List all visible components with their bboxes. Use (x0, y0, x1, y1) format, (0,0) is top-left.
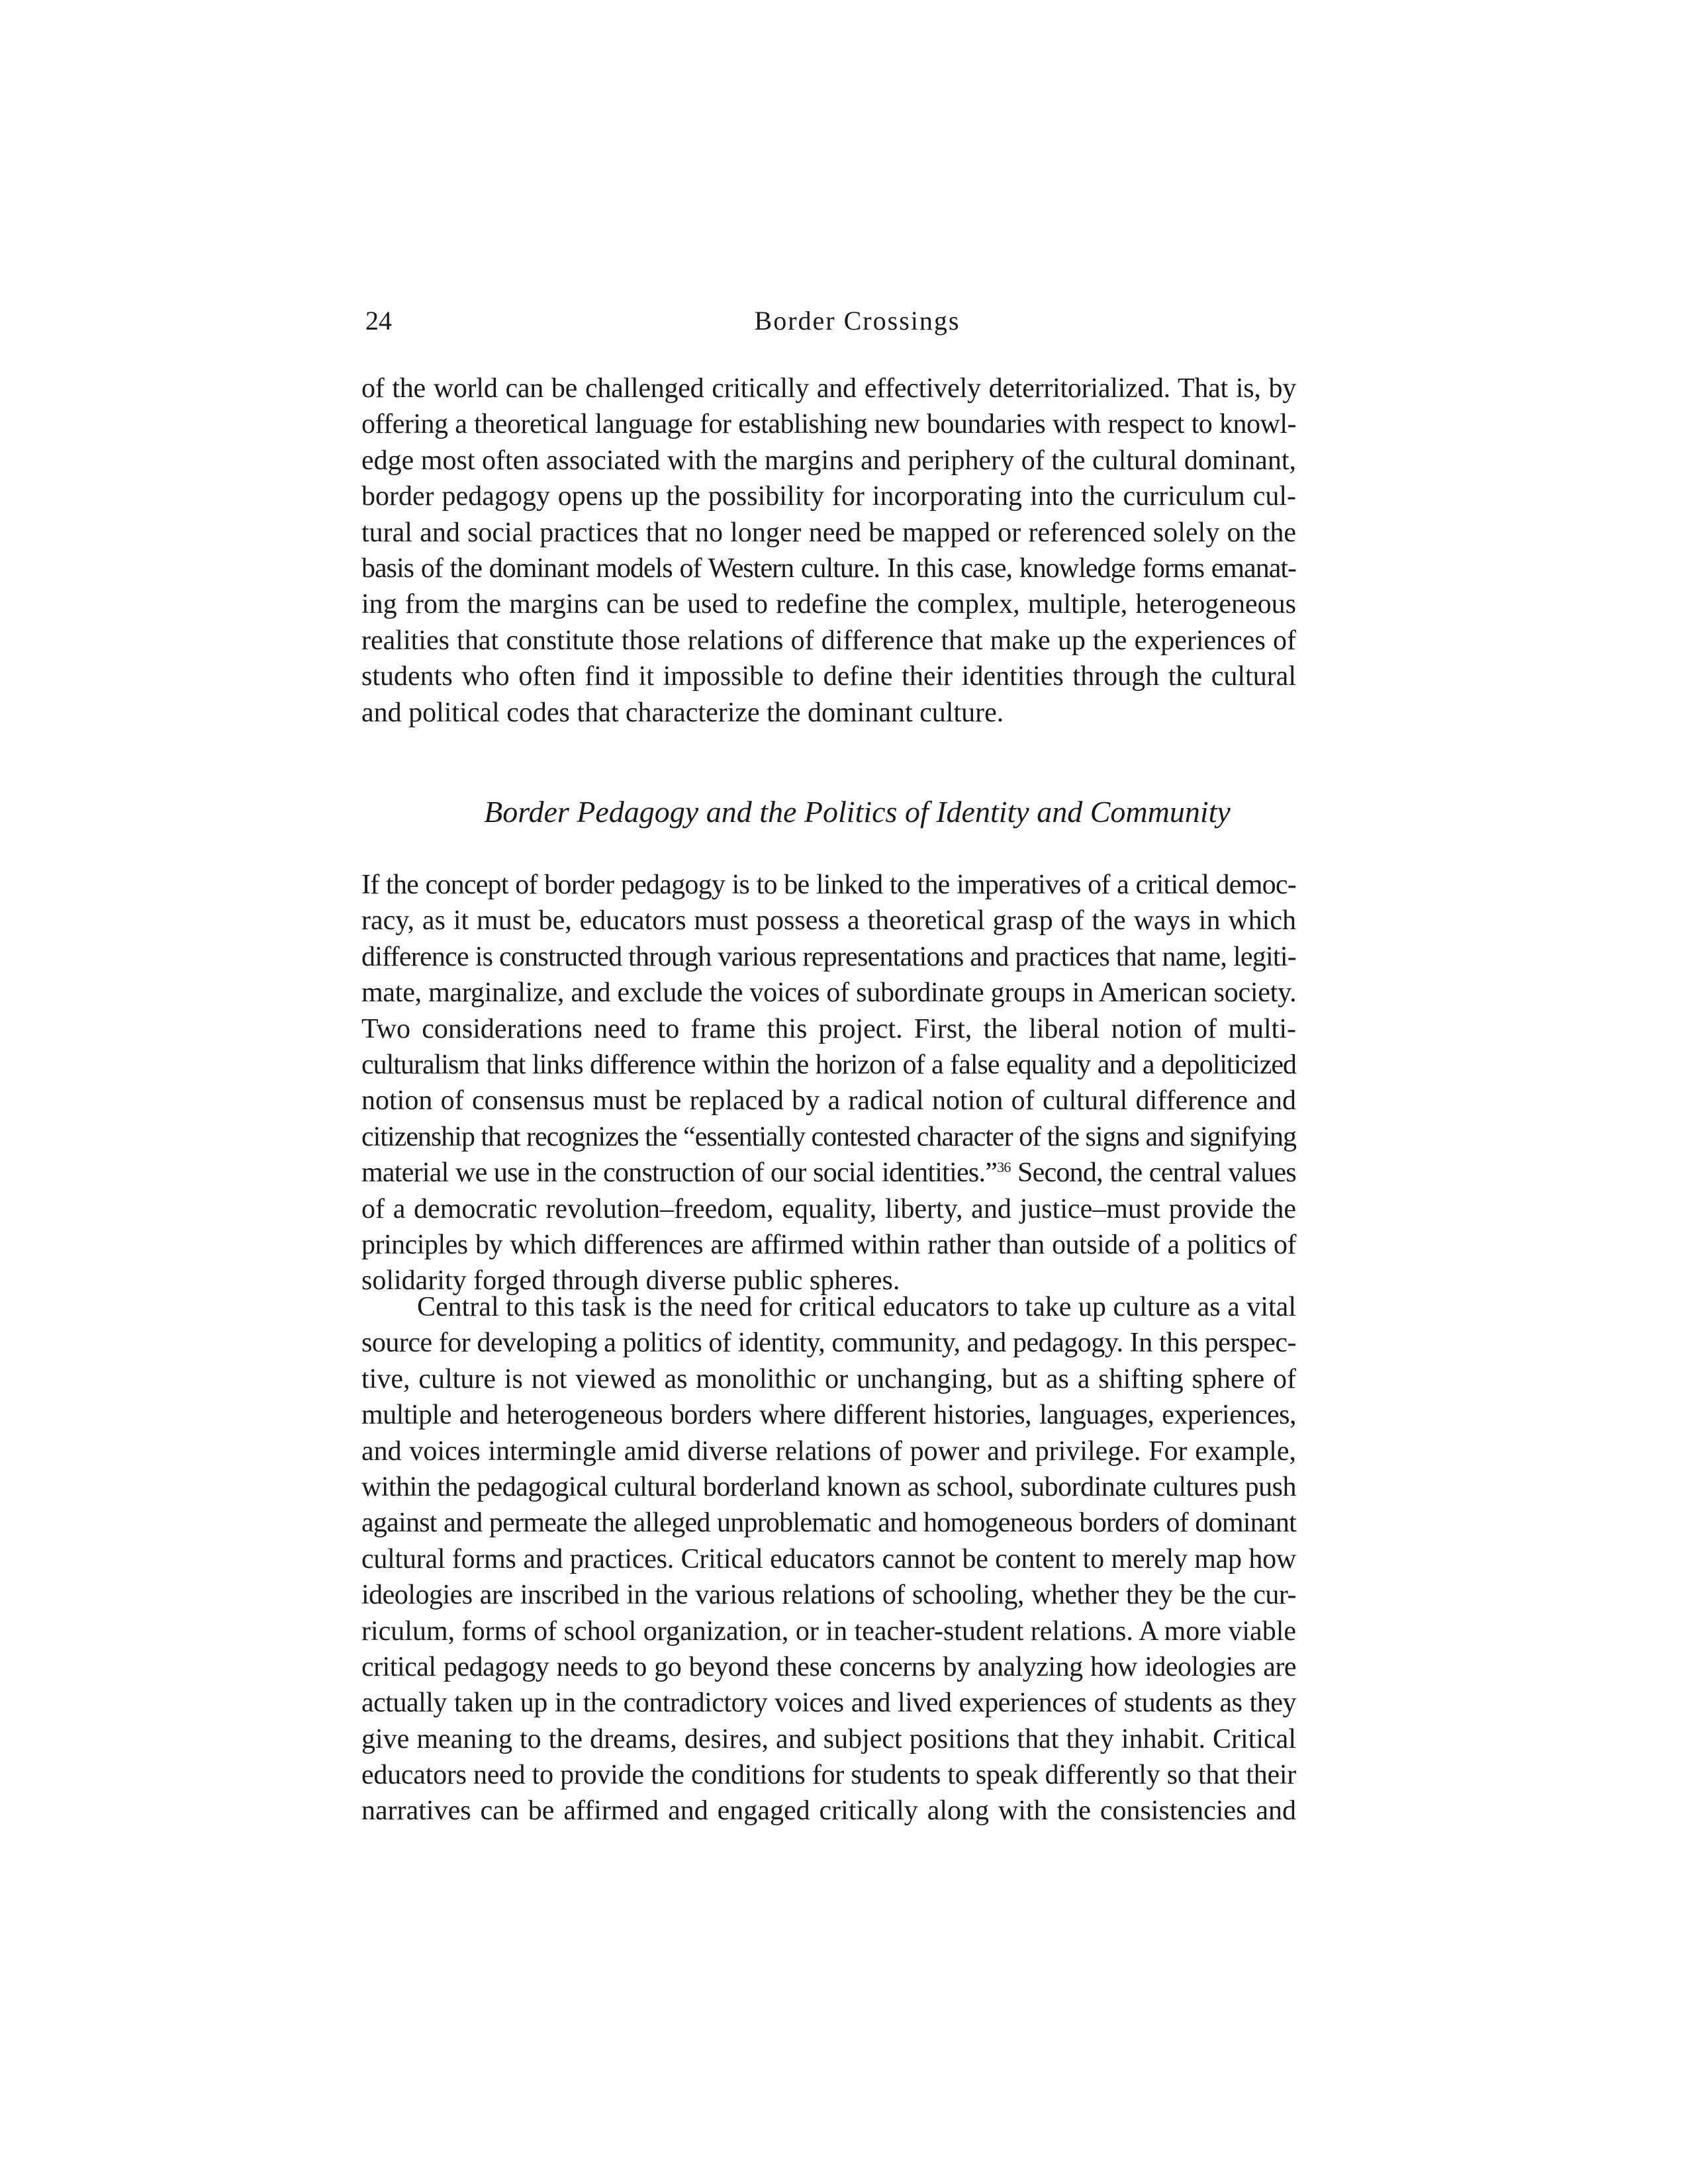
paragraph-2 (361, 867, 1296, 1299)
text-line: principles by which differences are affirmed within rather than outside of a politics of (361, 1229, 1296, 1260)
text-line: ideologies are inscribed in the various relations of schooling, whether they be the cur- (361, 1580, 1296, 1611)
text-line: solidarity forged through diverse public spheres. (361, 1265, 900, 1297)
text-line: basis of the dominant models of Western culture. In this case, knowledge forms emanat- (361, 553, 1296, 584)
running-head: Border Crossings (754, 306, 961, 336)
text-line: border pedagogy opens up the possibility for incorporating into the curriculum cul- (361, 481, 1296, 512)
text-line: actually taken up in the contradictory voices and lived experiences of students as they (361, 1688, 1296, 1719)
text-line: tive, culture is not viewed as monolithic or unchanging, but as a shifting sphere of (361, 1363, 1296, 1394)
text-line: difference is constructed through various representations and practices that name, legiti- (361, 941, 1296, 972)
text-line: tural and social practices that no longer need be mapped or referenced solely on the (361, 517, 1296, 548)
text-line: multiple and heterogeneous borders where different histories, languages, experiences, (361, 1400, 1296, 1431)
text-line: If the concept of border pedagogy is to be linked to the imperatives of a critical democ- (361, 870, 1296, 900)
section-heading: Border Pedagogy and the Politics of Identity and Community (484, 795, 1231, 829)
text-line: culturalism that links difference within the horizon of a false equality and a depoliticized (361, 1049, 1296, 1080)
text-line: and voices intermingle amid diverse relations of power and privilege. For example, (361, 1435, 1296, 1467)
text-line: give meaning to the dreams, desires, and subject positions that they inhabit. Critical (361, 1723, 1296, 1754)
paragraph-1 (361, 371, 1296, 731)
text-line: racy, as it must be, educators must possess a theoretical grasp of the ways in which (361, 905, 1296, 936)
page-number: 24 (365, 306, 392, 336)
text-line: realities that constitute those relations of difference that make up the experiences of (361, 625, 1296, 656)
paragraph-3 (361, 1289, 1296, 1829)
text-line: Two considerations need to frame this project. First, the liberal notion of multi- (361, 1013, 1296, 1044)
text-line: students who often find it impossible to define their identities through the cultural (361, 661, 1296, 692)
text-line: notion of consensus must be replaced by a radical notion of cultural difference and (361, 1085, 1296, 1116)
text-line: narratives can be affirmed and engaged critically along with the consistencies and (361, 1796, 1296, 1827)
text-line: citizenship that recognizes the “essentially contested character of the signs and signifying (361, 1121, 1296, 1152)
text-line: against and permeate the alleged unproblematic and homogeneous borders of dominant (361, 1508, 1296, 1539)
text-line: ing from the margins can be used to redefine the complex, multiple, heterogeneous (361, 589, 1296, 620)
text-line: critical pedagogy needs to go beyond these concerns by analyzing how ideologies are (361, 1651, 1296, 1682)
text-line: source for developing a politics of identity, community, and pedagogy. In this perspec- (361, 1328, 1296, 1359)
text-line: mate, marginalize, and exclude the voices of subordinate groups in American society. (361, 978, 1297, 1009)
text-line: of a democratic revolution–freedom, equality, liberty, and justice–must provide the (361, 1193, 1296, 1224)
quote-end: material we use in the construction of our social identities.” (361, 1158, 998, 1189)
text-line: educators need to provide the conditions for students to speak differently so that their (361, 1760, 1296, 1791)
text-line: of the world can be challenged critically and effectively deterritorialized. That is, by (361, 373, 1296, 404)
text-line: Central to this task is the need for critical educators to take up culture as a vital (417, 1292, 1296, 1322)
footnote-reference[interactable]: 36 (997, 1159, 1011, 1176)
text-line: cultural forms and practices. Critical educators cannot be content to merely map how (361, 1543, 1296, 1574)
text-line: offering a theoretical language for establishing new boundaries with respect to knowl- (361, 409, 1296, 440)
text-line: riculum, forms of school organization, or in teacher-student relations. A more viable (361, 1615, 1297, 1647)
text-line: and political codes that characterize the dominant culture. (361, 697, 1004, 728)
text-line: edge most often associated with the margins and periphery of the cultural dominant, (361, 445, 1296, 476)
text-line (361, 1155, 1296, 1191)
line-tail: Second, the central values (1010, 1158, 1297, 1189)
text-line: within the pedagogical cultural borderland known as school, subordinate cultures push (361, 1471, 1296, 1502)
